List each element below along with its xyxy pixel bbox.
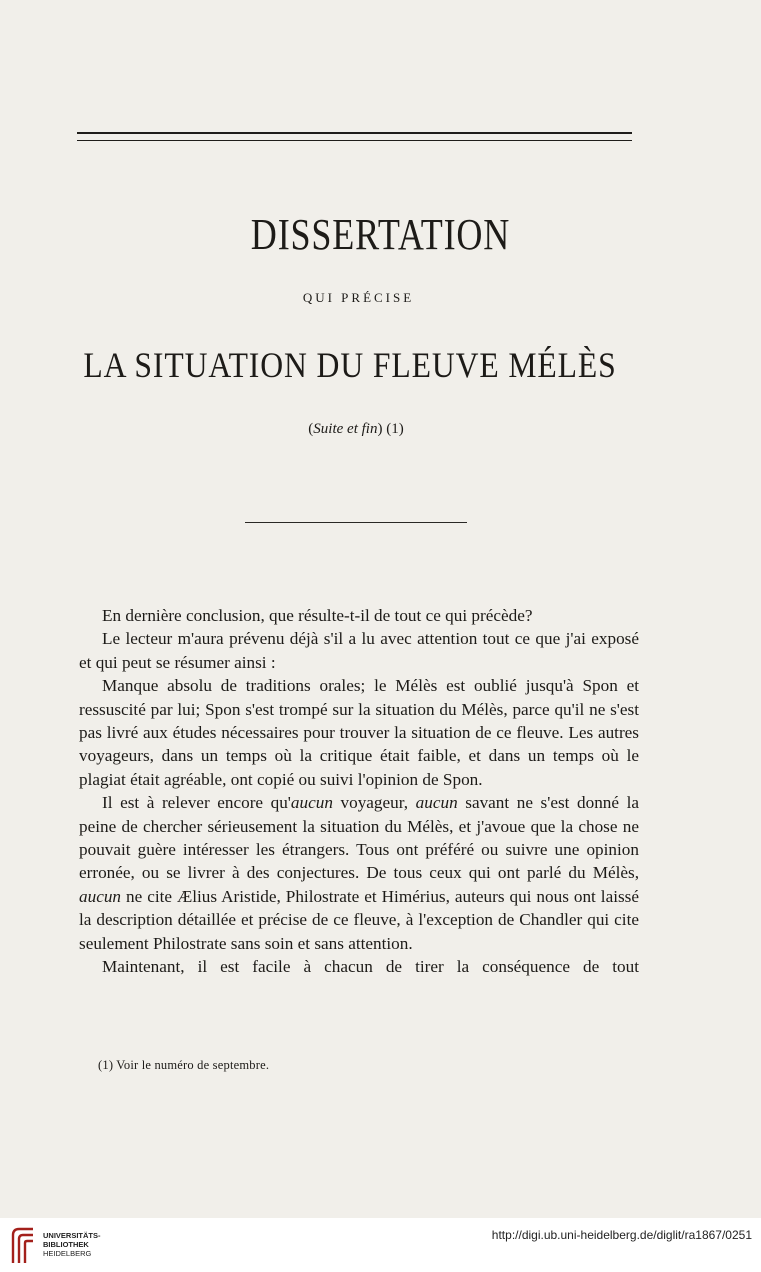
emphasis-aucun-3: aucun <box>79 886 122 906</box>
suite-text: Suite et fin <box>313 421 378 437</box>
suite-line: (Suite et fin) (1) <box>308 421 404 437</box>
library-name <box>43 1231 101 1258</box>
footnote-reference: (1) <box>386 421 404 437</box>
permalink-url[interactable]: http://digi.ub.uni-heidelberg.de/diglit/ra1867/0251 <box>491 1228 752 1242</box>
paragraph-5: Maintenant, il est facile à chacun de tirer la conséquence de tout <box>102 957 639 977</box>
article-title: DISSERTATION <box>250 210 511 259</box>
paragraph-4-part-b: voyageur, <box>332 793 416 813</box>
library-name-line-3: HEIDELBERG <box>43 1249 92 1258</box>
paragraph-4-part-c: savant ne s'est donné la peine de chercher sérieusement la situation du Mélès, et j'avoue que la chose ne pouvait guère intéresser les étrangers. Tous ont préféré ou suivre une opinion erronée, ou se livrer à des conjectures. De tous ceux qui ont parlé du Mélès, <box>79 793 640 883</box>
paragraph-3: Manque absolu de traditions orales; le Mélès est oublié jusqu'à Spon et ressuscité par lui; Spon s'est trompé sur la situation du Mélès, parce qu'il ne s'est pas livré aux études nécessaires pour trouver la situation de ce fleuve. Les autres voyageurs, dans un temps où la critique était faible, et dans un temps où le plagiat était agréable, ont copié ou suivi l'opinion de Spon. <box>79 676 639 789</box>
body-text <box>79 604 639 979</box>
article-subtitle: QUI PRÉCISE <box>302 290 415 305</box>
library-name-line-2: BIBLIOTHEK <box>43 1240 89 1249</box>
paragraph-4-part-a: Il est à relever encore qu' <box>102 793 291 813</box>
header-rule-bottom <box>77 140 632 141</box>
header-rule-top <box>77 132 632 134</box>
emphasis-aucun-2: aucun <box>415 793 458 813</box>
library-name-line-1: UNIVERSITÄTS- <box>43 1231 101 1240</box>
paragraph-2: Le lecteur m'aura prévenu déjà s'il a lu avec attention tout ce que j'ai exposé et qui peut se résumer ainsi : <box>79 629 639 672</box>
paragraph-4-part-d: ne cite Ælius Aristide, Philostrate et Himérius, auteurs qui nous ont laissé la description détaillée et précise de ce fleuve, à l'exception de Chandler qui cite seulement Philostrate sans soin et sans attention. <box>79 886 639 953</box>
paragraph-4 <box>79 791 639 955</box>
emphasis-aucun-1: aucun <box>290 793 333 813</box>
section-divider <box>245 522 467 523</box>
footer-bar <box>0 1218 761 1272</box>
article-title-second: LA SITUATION DU FLEUVE MÉLÈS <box>83 345 617 385</box>
footnote: (1) Voir le numéro de septembre. <box>98 1058 270 1072</box>
paragraph-1: En dernière conclusion, que résulte-t-il de tout ce qui précède? <box>102 606 533 625</box>
university-library-logo-icon[interactable] <box>9 1223 37 1265</box>
